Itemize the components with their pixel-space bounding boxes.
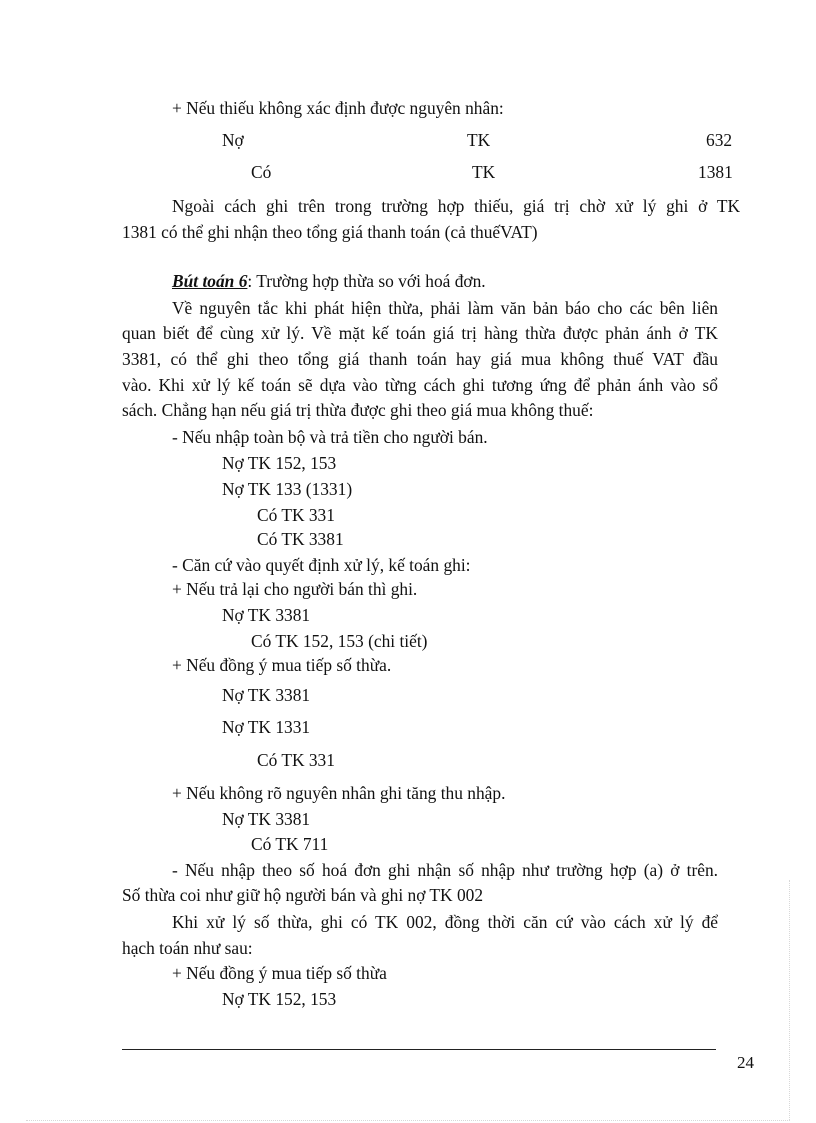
paragraph-line: - Nếu nhập theo số hoá đơn ghi nhận số nhập như trường hợp (a) ở trên. — [172, 860, 718, 880]
paragraph-line: Ngoài cách ghi trên trong trường hợp thiếu, giá trị chờ xử lý ghi ở TK — [172, 196, 740, 216]
entry-line: Nợ TK 3381 — [222, 685, 311, 705]
entry-line: Có TK 3381 — [257, 529, 344, 549]
section-heading — [172, 270, 486, 292]
heading-label: Bút toán 6 — [172, 271, 248, 291]
table-cell: TK — [467, 130, 491, 150]
paragraph-line: vào. Khi xử lý kế toán sẽ dựa vào từng cách ghi tương ứng để phản ánh vào sổ — [122, 375, 718, 395]
paragraph-line: hạch toán như sau: — [122, 938, 253, 958]
entry-line: Nợ TK 1331 — [222, 717, 311, 737]
paragraph-line: Về nguyên tắc khi phát hiện thừa, phải làm văn bản báo cho các bên liên — [172, 298, 718, 318]
paragraph-line: Số thừa coi như giữ hộ người bán và ghi nợ TK 002 — [122, 885, 484, 905]
entry-line: Có TK 331 — [257, 505, 335, 525]
table-cell: Có — [251, 162, 272, 182]
text-line: + Nếu đồng ý mua tiếp số thừa. — [172, 655, 392, 675]
entry-line: Nợ TK 152, 153 — [222, 989, 337, 1009]
heading-text: : Trường hợp thừa so với hoá đơn. — [247, 271, 486, 291]
text-line: - Nếu nhập toàn bộ và trả tiền cho người bán. — [172, 427, 488, 447]
paragraph-line: 1381 có thể ghi nhận theo tổng giá thanh toán (cả thuếVAT) — [122, 222, 538, 242]
table-cell: 632 — [706, 130, 733, 150]
entry-line: Có TK 331 — [257, 750, 335, 770]
entry-line: Có TK 711 — [251, 834, 329, 854]
paragraph-line: quan biết để cùng xử lý. Về mặt kế toán giá trị hàng thừa được phản ánh ở TK — [122, 323, 718, 343]
text-line: - Căn cứ vào quyết định xử lý, kế toán ghi: — [172, 555, 471, 575]
table-cell: 1381 — [698, 162, 733, 182]
text-line: + Nếu đồng ý mua tiếp số thừa — [172, 963, 387, 983]
entry-line: Nợ TK 152, 153 — [222, 453, 337, 473]
footer-rule — [122, 1049, 716, 1050]
table-cell: Nợ — [222, 130, 244, 150]
table-cell: TK — [472, 162, 496, 182]
text-line: + Nếu thiếu không xác định được nguyên nhân: — [172, 98, 504, 118]
entry-line: Có TK 152, 153 (chi tiết) — [251, 631, 428, 651]
entry-line: Nợ TK 133 (1331) — [222, 479, 353, 499]
page-edge-right — [789, 880, 790, 1120]
text-line: + Nếu không rõ nguyên nhân ghi tăng thu nhập. — [172, 783, 506, 803]
entry-line: Nợ TK 3381 — [222, 809, 311, 829]
text-line: + Nếu trả lại cho người bán thì ghi. — [172, 579, 418, 599]
paragraph-line: sách. Chẳng hạn nếu giá trị thừa được ghi theo giá mua không thuế: — [122, 400, 594, 420]
paragraph-line: 3381, có thể ghi theo tổng giá thanh toán hay giá mua không thuế VAT đầu — [122, 349, 718, 369]
page-edge-bottom — [26, 1120, 790, 1121]
entry-line: Nợ TK 3381 — [222, 605, 311, 625]
page-number: 24 — [737, 1053, 754, 1072]
paragraph-line: Khi xử lý số thừa, ghi có TK 002, đồng thời căn cứ vào cách xử lý để — [172, 912, 718, 932]
